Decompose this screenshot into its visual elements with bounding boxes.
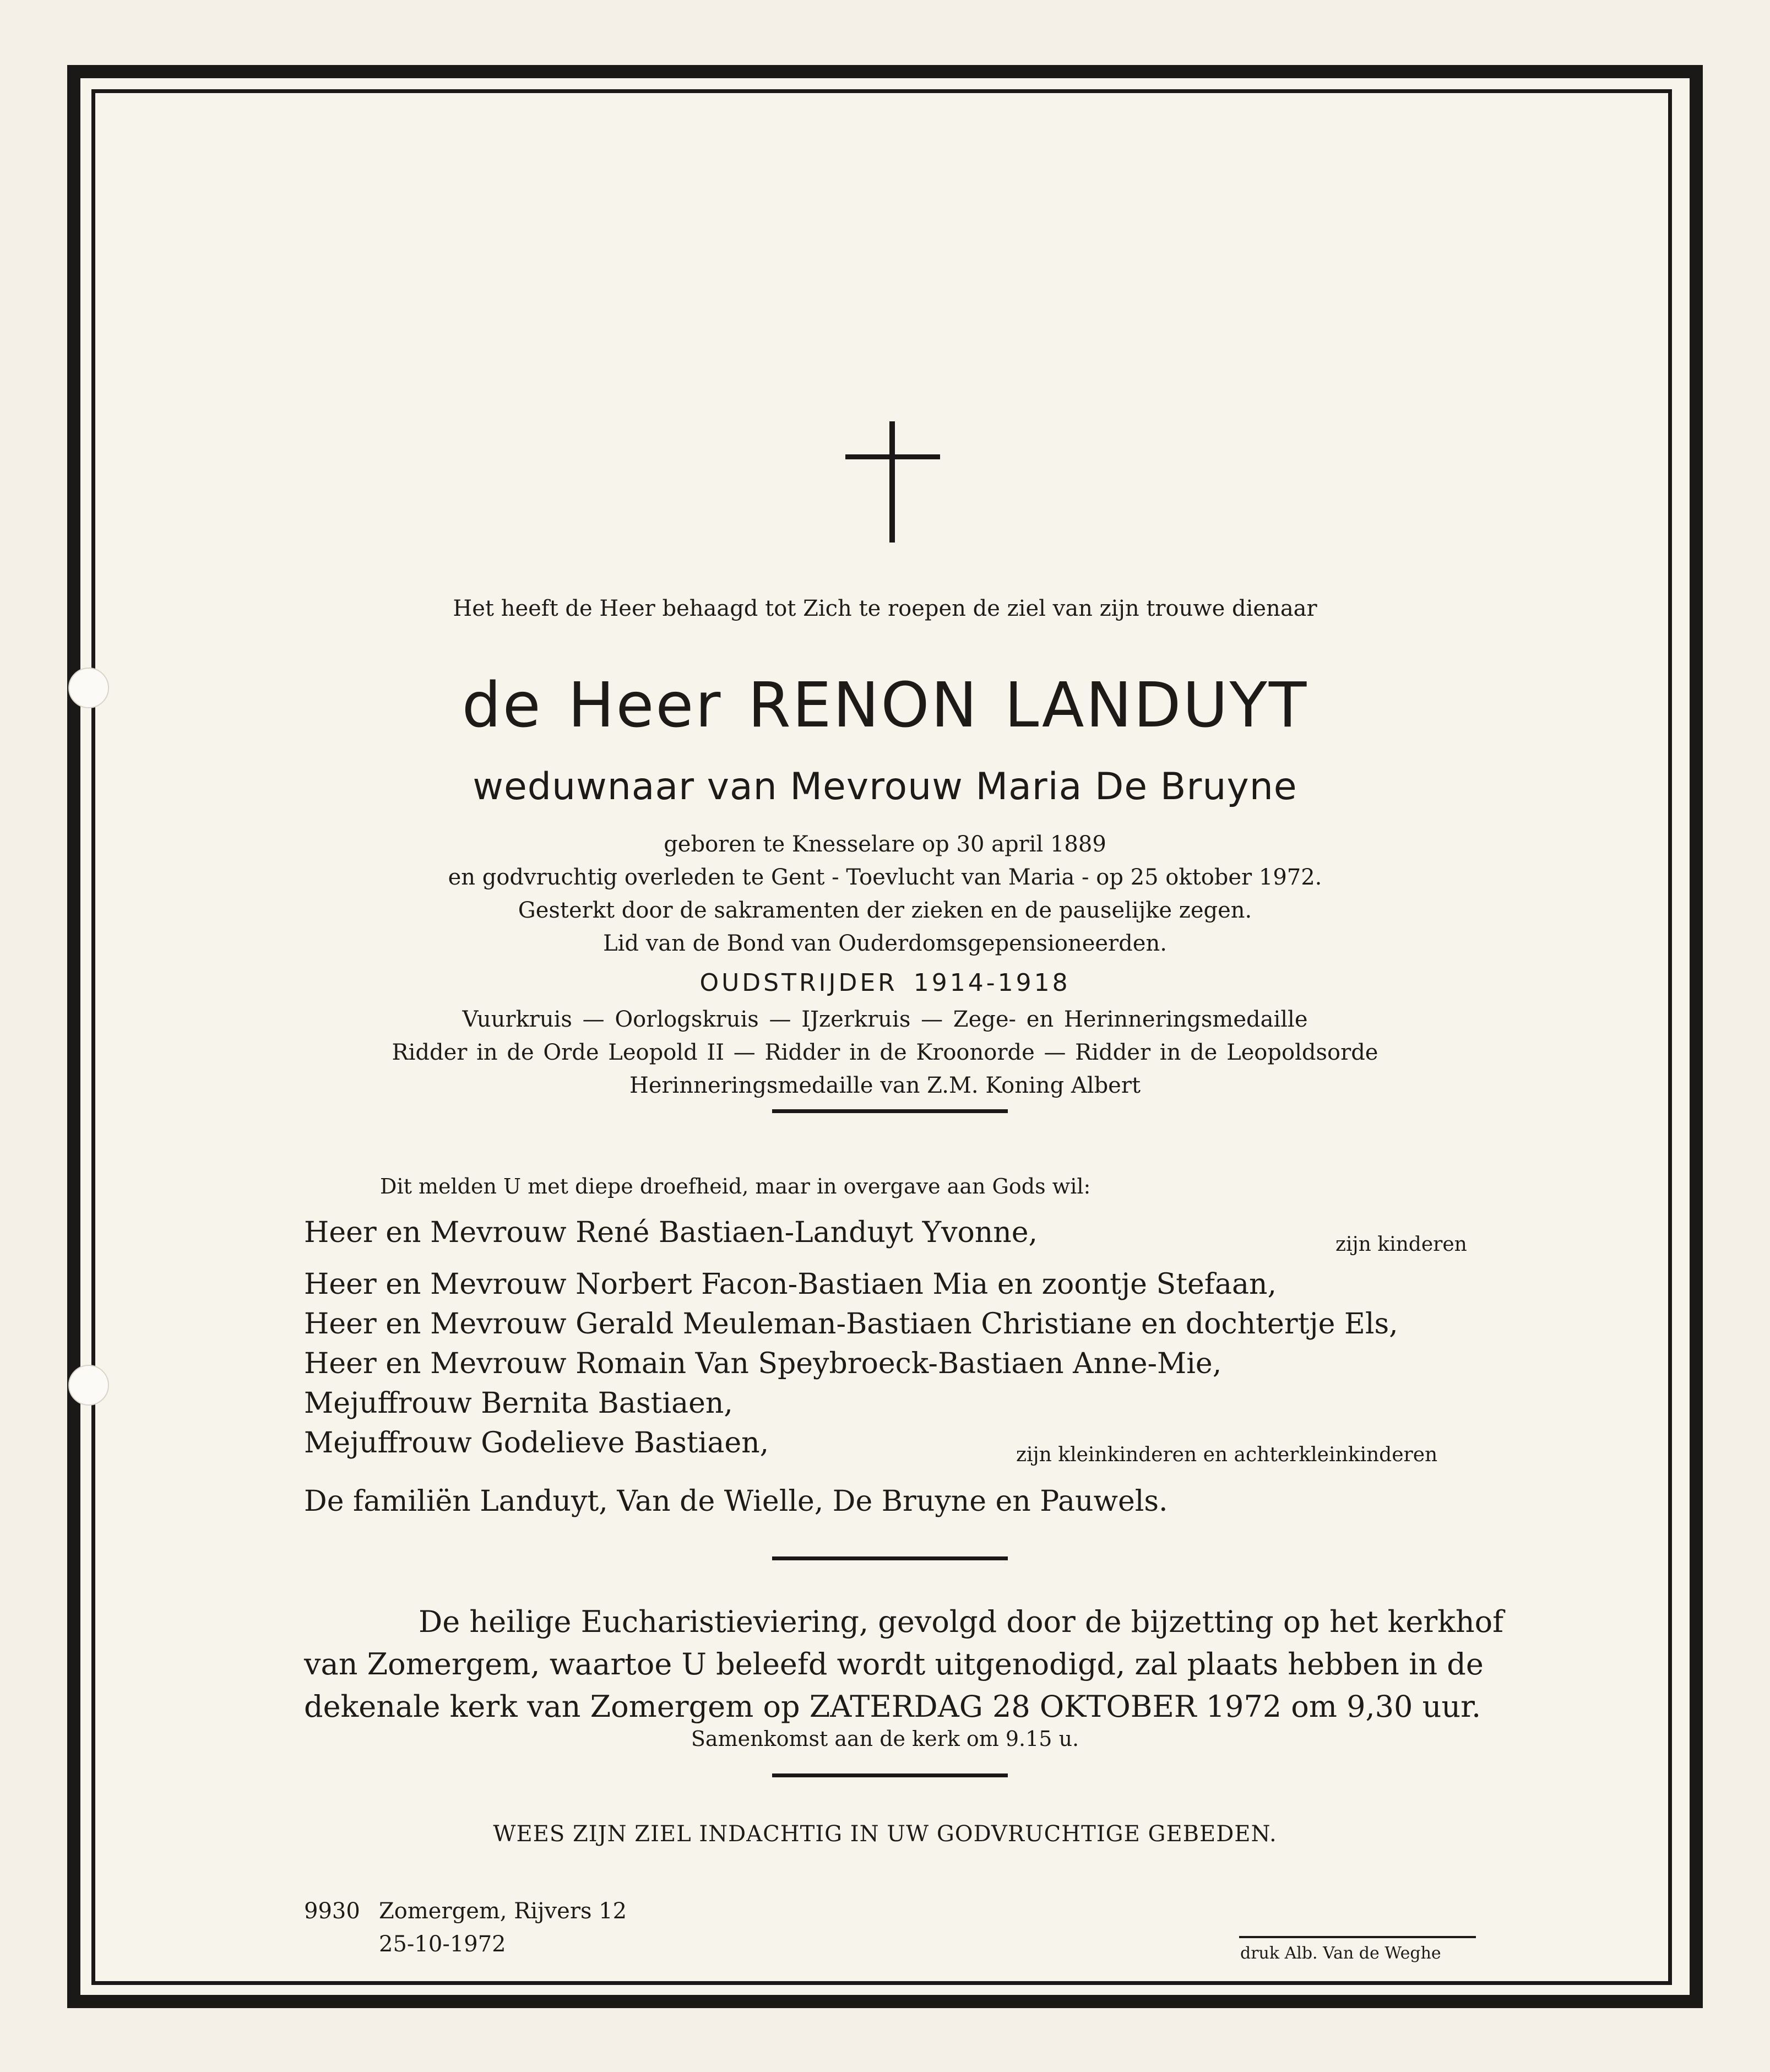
grandchild-line: Heer en Mevrouw Norbert Facon-Bastiaen Mia en zoontje Stefaan, <box>304 1268 1277 1301</box>
cross-icon <box>845 421 940 543</box>
families-line: De familiën Landuyt, Van de Wielle, De Bruyne en Pauwels. <box>304 1485 1168 1518</box>
divider <box>772 1109 1008 1113</box>
address-date: 25-10-1972 <box>379 1932 506 1957</box>
service-line: De heilige Eucharistieviering, gevolgd door de bijzetting op het kerkhof <box>419 1604 1504 1639</box>
honors-line: Vuurkruis — Oorlogskruis — IJzerkruis — Zege- en Herinneringsmedaille <box>462 1007 1308 1032</box>
service-line: van Zomergem, waartoe U beleefd wordt uitgenodigd, zal plaats hebben in de <box>304 1647 1484 1682</box>
punch-hole-bottom <box>68 1365 109 1406</box>
printer-credit: druk Alb. Van de Weghe <box>1240 1944 1441 1963</box>
deceased-name: de Heer RENON LANDUYT <box>461 670 1309 741</box>
divider <box>772 1773 1008 1777</box>
honors-line: Ridder in de Orde Leopold II — Ridder in de Kroonorde — Ridder in de Leopoldsorde <box>392 1040 1378 1065</box>
honors-line: Herinneringsmedaille van Z.M. Koning Albert <box>629 1073 1141 1098</box>
postcode: 9930 <box>304 1899 360 1924</box>
divider <box>772 1556 1008 1560</box>
grandchildren-label: zijn kleinkinderen en achterkleinkinderen <box>1016 1444 1438 1466</box>
grandchild-line: Heer en Mevrouw Gerald Meuleman-Bastiaen Christiane en dochtertje Els, <box>304 1308 1398 1341</box>
grandchild-line: Heer en Mevrouw Romain Van Speybroeck-Bastiaen Anne-Mie, <box>304 1347 1222 1380</box>
service-line: dekenale kerk van Zomergem op ZATERDAG 28 OKTOBER 1972 om 9,30 uur. <box>304 1689 1481 1724</box>
bio-line: en godvruchtig overleden te Gent - Toevlucht van Maria - op 25 oktober 1972. <box>448 865 1322 890</box>
bio-line: Gesterkt door de sakramenten der zieken en de pauselijke zegen. <box>518 898 1252 923</box>
bio-line: geboren te Knesselare op 30 april 1889 <box>664 832 1106 857</box>
announcement: Dit melden U met diepe droefheid, maar in overgave aan Gods wil: <box>380 1174 1091 1198</box>
intro-text: Het heeft de Heer behaagd tot Zich te roepen de ziel van zijn trouwe dienaar <box>453 596 1317 621</box>
printer-rule <box>1239 1936 1476 1938</box>
grandchild-line: Mejuffrouw Bernita Bastiaen, <box>304 1387 733 1420</box>
veteran-heading: OUDSTRIJDER 1914-1918 <box>699 969 1071 997</box>
bio-line: Lid van de Bond van Ouderdomsgepensioneerden. <box>603 931 1167 956</box>
prayer-request: WEES ZIJN ZIEL INDACHTIG IN UW GODVRUCHTIGE GEBEDEN. <box>493 1821 1277 1847</box>
children-line: Heer en Mevrouw René Bastiaen-Landuyt Yvonne, <box>304 1216 1038 1249</box>
grandchild-line: Mejuffrouw Godelieve Bastiaen, <box>304 1426 769 1460</box>
children-label: zijn kinderen <box>1335 1233 1467 1256</box>
gathering-time: Samenkomst aan de kerk om 9.15 u. <box>691 1727 1079 1751</box>
address-street: Zomergem, Rijvers 12 <box>379 1899 627 1924</box>
widower-line: weduwnaar van Mevrouw Maria De Bruyne <box>473 765 1297 809</box>
